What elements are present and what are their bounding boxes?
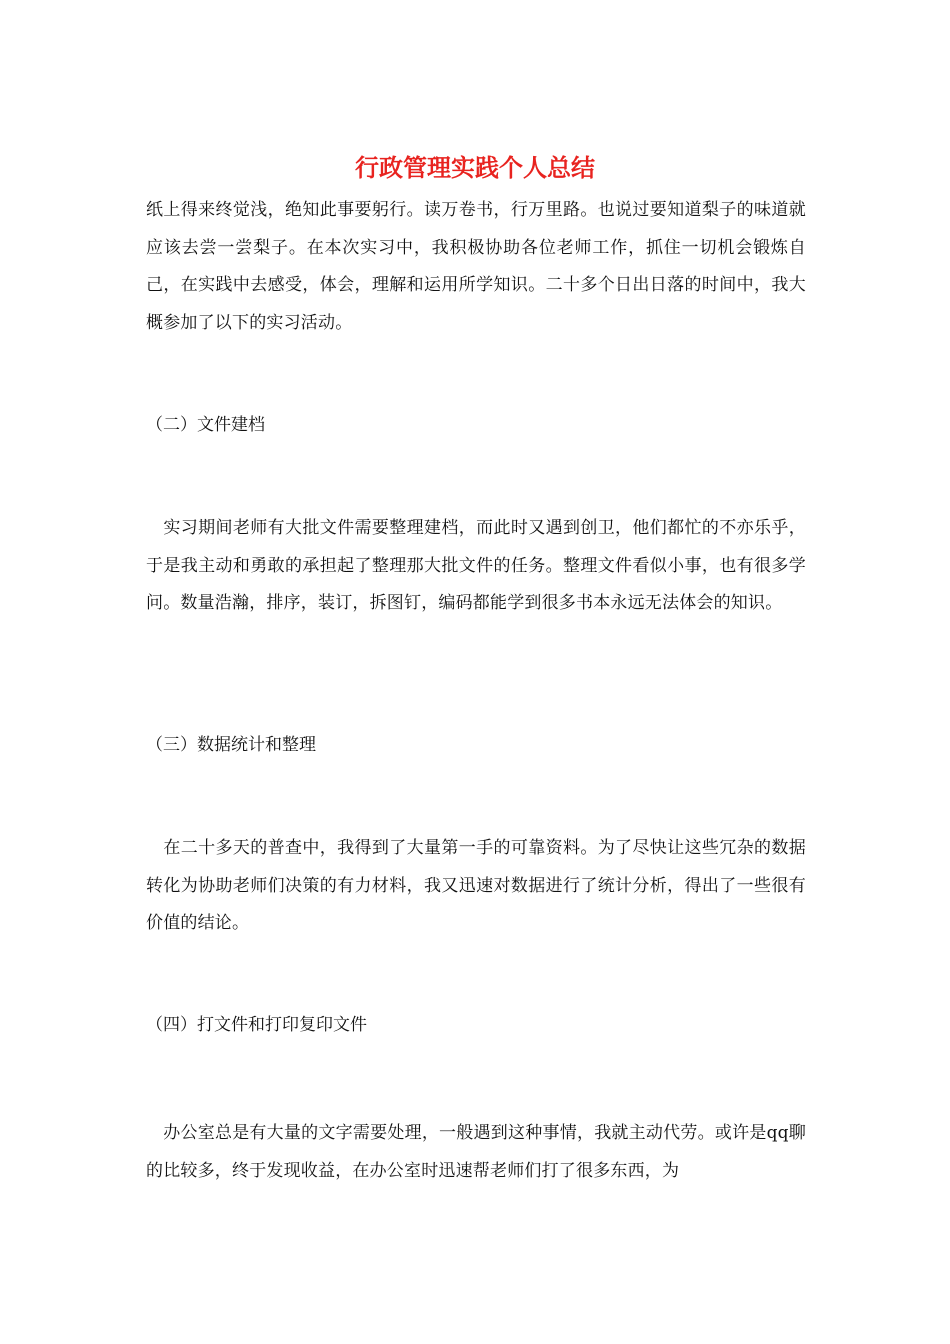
section-body-statistics: 在二十多天的普查中，我得到了大量第一手的可靠资料。为了尽快让这些冗杂的数据转化为协助老师们决策的有力材料，我又迅速对数据进行了统计分析，得出了一些很有价值的结论。 xyxy=(146,838,806,933)
section-heading-printing: （四）打文件和打印复印文件 xyxy=(146,1015,367,1035)
section-heading-filing: （二）文件建档 xyxy=(146,415,265,435)
section-heading-statistics: （三）数据统计和整理 xyxy=(146,735,316,755)
document-title: 行政管理实践个人总结 xyxy=(355,153,595,182)
section-body-filing: 实习期间老师有大批文件需要整理建档，而此时又遇到创卫，他们都忙的不亦乐乎，于是我主动和勇敢的承担起了整理那大批文件的任务。整理文件看似小事，也有很多学问。数量浩瀚，排序，装订，拆图钉，编码都能学到很多书本永远无法体会的知识。 xyxy=(146,518,806,613)
section-body-printing: 办公室总是有大量的文字需要处理，一般遇到这种事情，我就主动代劳。或许是qq聊的比较多，终于发现收益，在办公室时迅速帮老师们打了很多东西，为 xyxy=(146,1123,806,1181)
intro-paragraph: 纸上得来终觉浅，绝知此事要躬行。读万卷书，行万里路。也说过要知道梨子的味道就应该去尝一尝梨子。在本次实习中，我积极协助各位老师工作，抓住一切机会锻炼自己，在实践中去感受，体会，理解和运用所学知识。二十多个日出日落的时间中，我大概参加了以下的实习活动。 xyxy=(146,200,806,333)
